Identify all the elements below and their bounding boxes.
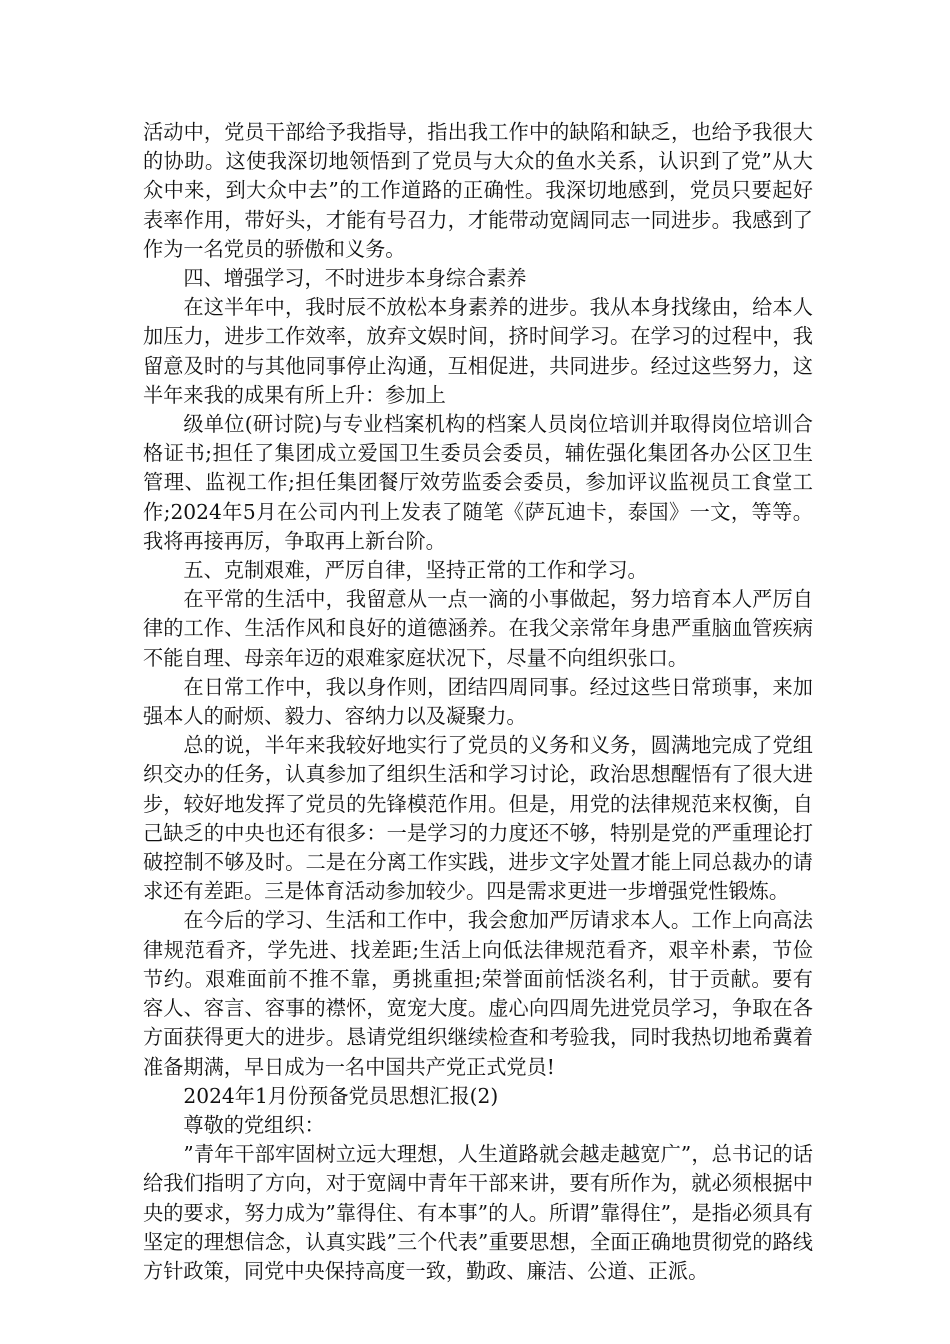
salutation: 尊敬的党组织：: [183, 1112, 325, 1137]
document-page: [143, 118, 813, 1286]
paragraph-activity-guidance: 活动中，党员干部给予我指导，指出我工作中的缺陷和缺乏，也给予我很大的协助。这使我深切地领悟到了党员与大众的鱼水关系，认识到了党”从大众中来，到大众中去”的工作道路的正确性。我深切地感到，党员只要起好表率作用，带好头，才能有号召力，才能带动宽阔同志一同进步。我感到了作为一名党员的骄傲和义务。: [143, 120, 813, 261]
paragraph-daily-work: 在日常工作中，我以身作则，团结四周同事。经过这些日常琐事，来加强本人的耐烦、毅力、容纳力以及凝聚力。: [143, 674, 813, 729]
report-title: 2024年1月份预备党员思想汇报(2): [183, 1083, 499, 1108]
paragraph-achievements: 级单位(研讨院)与专业档案机构的档案人员岗位培训并取得岗位培训合格证书;担任了集团成立爱国卫生委员会委员，辅佐强化集团各办公区卫生管理、监视工作;担任集团餐厅效劳监委会委员，参加评议监视员工食堂工作;2024年5月在公司内刊上发表了随笔《萨瓦迪卡，泰国》一文，等等。我将再接再厉，争取再上新台阶。: [143, 412, 813, 553]
paragraph-young-cadres: ”青年干部牢固树立远大理想，人生道路就会越走越宽广”，总书记的话给我们指明了方向，对于宽阔中青年干部来讲，要有所作为，就必须根据中央的要求，努力成为”靠得住、有本事”的人。所谓”靠得住”，是指必须具有坚定的理想信念，认真实践”三个代表”重要思想，全面正确地贯彻党的路线方针政策，同党中央保持高度一致，勤政、廉洁、公道、正派。: [143, 1142, 813, 1283]
paragraph-future-plans: 在今后的学习、生活和工作中，我会愈加严厉请求本人。工作上向高法律规范看齐，学先进、找差距;生活上向低法律规范看齐，艰辛朴素，节俭节约。艰难面前不推不靠，勇挑重担;荣誉面前恬淡名利，甘于贡献。要有容人、容言、容事的襟怀，宽宠大度。虚心向四周先进党员学习，争取在各方面获得更大的进步。恳请党组织继续检查和考验我，同时我热切地希冀着准备期满，早日成为一名中国共产党正式党员!: [143, 908, 813, 1079]
section-heading-5: 五、克制艰难，严厉自律，坚持正常的工作和学习。: [183, 558, 648, 583]
paragraph-self-improvement: 在这半年中，我时辰不放松本身素养的进步。我从本身找缘由，给本人加压力，进步工作效率，放弃文娱时间，挤时间学习。在学习的过程中，我留意及时的与其他同事停止沟通，互相促进，共同进步。经过这些努力，这半年来我的成果有所上升：参加上: [143, 295, 813, 407]
paragraph-self-discipline: 在平常的生活中，我留意从一点一滴的小事做起，努力培育本人严厉自律的工作、生活作风和良好的道德涵养。在我父亲常年身患严重脑血管疾病不能自理、母亲年迈的艰难家庭状况下，尽量不向组织张口。: [143, 587, 813, 670]
paragraph-summary: 总的说，半年来我较好地实行了党员的义务和义务，圆满地完成了党组织交办的任务，认真参加了组织生活和学习讨论，政治思想醒悟有了很大进步，较好地发挥了党员的先锋模范作用。但是，用党的法律规范来权衡，自己缺乏的中央也还有很多：一是学习的力度还不够，特别是党的严重理论打破控制不够及时。二是在分离工作实践，进步文字处置才能上同总裁办的请求还有差距。三是体育活动参加较少。四是需求更进一步增强党性锻炼。: [143, 733, 813, 904]
section-heading-4: 四、增强学习，不时进步本身综合素养: [183, 266, 527, 291]
